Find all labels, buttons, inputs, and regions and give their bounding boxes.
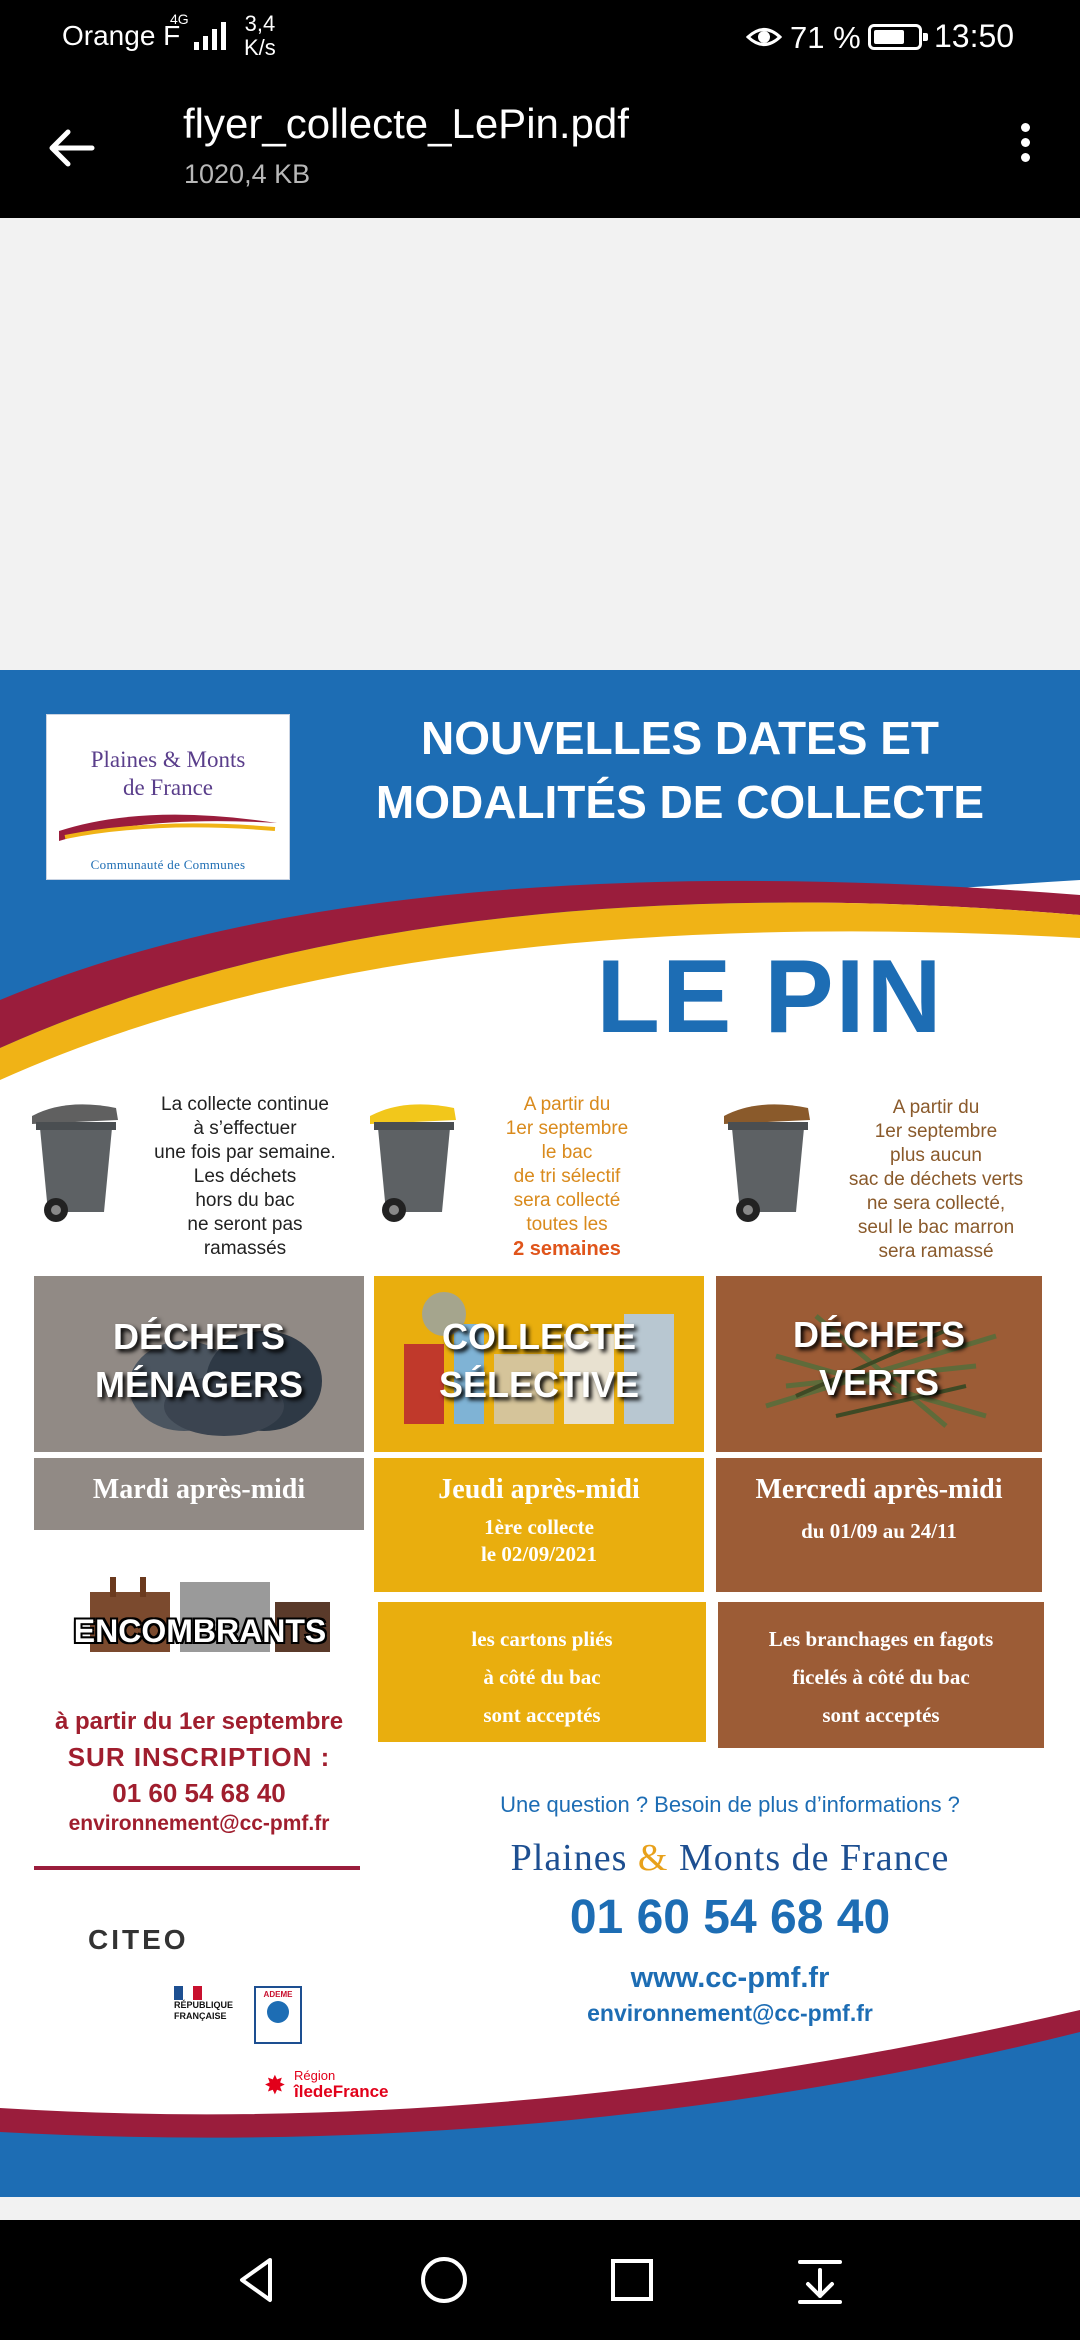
selective-extra-2: à côté du bac [483, 1665, 601, 1689]
selective-detail-2: le 02/09/2021 [480, 1542, 598, 1566]
encombrants-title: ENCOMBRANTS [73, 1613, 327, 1649]
bin1-line4: Les déchets [193, 1166, 297, 1187]
nav-home-icon[interactable] [414, 2250, 474, 2310]
encombrants-line2: SUR INSCRIPTION : [67, 1742, 331, 1772]
day-verts: Mercredi après-midi [755, 1474, 1003, 1505]
ademe-globe [267, 2001, 289, 2023]
encombrants-divider [34, 1866, 360, 1870]
contact-phone: 01 60 54 68 40 [569, 1891, 891, 1944]
selective-extra-3: sont acceptés [483, 1703, 601, 1727]
battery-percent: 71 % [790, 20, 861, 55]
extra-card-verts [718, 1602, 1044, 1748]
republique-line2: FRANÇAISE [174, 2011, 227, 2021]
bin2-line1: A partir du [523, 1094, 611, 1115]
headline-line2: MODALITÉS DE COLLECTE [375, 776, 985, 828]
more-options-icon[interactable] [1005, 118, 1045, 178]
bin3-line1: A partir du [892, 1097, 980, 1118]
app-bar [0, 76, 1080, 218]
brown-bin-icon [718, 1094, 818, 1224]
bin2-line6: toutes les [526, 1214, 608, 1235]
bin-note-3 [816, 1096, 1056, 1264]
logo-line1: Plaines & Monts [90, 747, 246, 772]
republique-line1: RÉPUBLIQUE [174, 2000, 234, 2010]
region-label: Région [294, 2068, 336, 2083]
bin3-line5: ne sera collecté, [866, 1193, 1006, 1214]
logo-swoosh [55, 801, 281, 845]
bin2-line4: de tri sélectif [513, 1166, 621, 1187]
selective-detail-1: 1ère collecte [484, 1515, 594, 1539]
network-speed [244, 12, 276, 60]
eye-comfort-icon [746, 20, 782, 54]
verts-extra-3: sont acceptés [822, 1703, 940, 1727]
star-icon: ✸ [264, 2070, 286, 2100]
card1-title-line2: MÉNAGERS [94, 1364, 304, 1405]
bin2-line2: 1er septembre [505, 1118, 629, 1139]
nav-notifications-icon[interactable] [790, 2250, 850, 2310]
pmf-logo [46, 714, 290, 880]
day-menagers: Mardi après-midi [92, 1474, 306, 1505]
bin1-line7: ramassés [203, 1238, 287, 1259]
clock: 13:50 [934, 18, 1015, 54]
bin3-line3: plus aucun [890, 1145, 982, 1166]
logo-line2: de France [122, 775, 214, 800]
navigation-bar [0, 2220, 1080, 2340]
day-card-menagers [34, 1458, 364, 1530]
network-speed-unit: K/s [244, 35, 276, 60]
bin-note-1 [130, 1093, 360, 1261]
day-card-selective [374, 1458, 704, 1592]
pmf-amp: & [637, 1837, 669, 1879]
card3-title-line2: VERTS [818, 1362, 940, 1403]
card2-title-line2: SÉLECTIVE [438, 1364, 640, 1405]
pdf-viewer[interactable] [0, 218, 1080, 2220]
bin2-line3: le bac [541, 1142, 593, 1163]
encombrants-email: environnement@cc-pmf.fr [68, 1812, 330, 1835]
headline-line1: NOUVELLES DATES ET [421, 712, 939, 764]
logo-line3: Communauté de Communes [90, 857, 246, 872]
ademe-label: ADEME [263, 1990, 293, 1999]
brown-bin-lid [724, 1104, 810, 1124]
back-arrow-icon[interactable] [44, 120, 100, 176]
ademe-logo [254, 1986, 302, 2044]
bin1-line6: ne seront pas [187, 1214, 303, 1235]
file-name: flyer_collecte_LePin.pdf [183, 100, 629, 147]
verts-detail-1: du 01/09 au 24/11 [801, 1519, 957, 1543]
day-selective: Jeudi après-midi [438, 1474, 640, 1505]
bin3-line4: sac de déchets verts [848, 1169, 1024, 1190]
bin2-emphasis: 2 semaines [513, 1238, 621, 1260]
republique-logo [174, 1986, 248, 2022]
network-speed-value: 3,4 [244, 11, 276, 36]
extra-card-selective [378, 1602, 706, 1742]
flyer-page [0, 670, 1080, 2197]
bin3-line2: 1er septembre [874, 1121, 998, 1142]
contact-question: Une question ? Besoin de plus d’informations ? [500, 1792, 960, 1817]
card-collecte-selective [374, 1276, 704, 1452]
verts-extra-1: Les branchages en fagots [768, 1627, 994, 1651]
card-dechets-menagers [34, 1276, 364, 1452]
signal-icon [192, 20, 232, 52]
region-name: îledeFrance [294, 2082, 389, 2101]
card1-title-line1: DÉCHETS [112, 1316, 286, 1357]
card3-title-line1: DÉCHETS [792, 1314, 966, 1355]
yellow-bin-icon [364, 1094, 464, 1224]
citeo-logo: CITEO [88, 1924, 189, 1955]
battery-fill [874, 30, 904, 44]
battery-icon [868, 24, 922, 50]
town-name: LE PIN [596, 939, 944, 1055]
pmf-wordmark [440, 1836, 1020, 1880]
bin1-line1: La collecte continue [161, 1094, 329, 1115]
battery-nub [923, 33, 928, 41]
network-type: 4G [170, 11, 189, 27]
bin-note-2 [462, 1093, 672, 1262]
contact-email: environnement@cc-pmf.fr [587, 2000, 873, 2026]
status-bar [0, 0, 1080, 76]
grey-bin-lid [32, 1104, 118, 1124]
bin1-line2: à s’effectuer [193, 1118, 297, 1139]
flyer-headline [340, 706, 1020, 834]
nav-back-icon[interactable] [228, 2250, 288, 2310]
bin2-line5: sera collecté [513, 1190, 621, 1211]
encombrants-line1: à partir du 1er septembre [54, 1708, 344, 1735]
contact-website: www.cc-pmf.fr [630, 1962, 830, 1994]
pmf-part2: Monts de France [678, 1837, 950, 1879]
carrier-name: Orange F [62, 20, 181, 51]
nav-recents-icon[interactable] [602, 2250, 662, 2310]
encombrants-phone: 01 60 54 68 40 [112, 1778, 286, 1808]
bin3-line7: sera ramassé [878, 1241, 994, 1262]
verts-extra-2: ficelés à côté du bac [792, 1665, 970, 1689]
bin1-line5: hors du bac [195, 1190, 295, 1211]
day-card-verts [716, 1458, 1042, 1592]
pmf-part1: Plaines [510, 1837, 628, 1879]
selective-extra-1: les cartons pliés [471, 1627, 613, 1651]
yellow-bin-lid [370, 1104, 456, 1124]
bin3-line6: seul le bac marron [857, 1217, 1015, 1238]
file-size: 1020,4 KB [184, 159, 311, 189]
card-dechets-verts [716, 1276, 1042, 1452]
bin1-line3: une fois par semaine. [154, 1142, 336, 1163]
grey-bin-icon [26, 1094, 126, 1224]
card2-title-line1: COLLECTE [442, 1316, 636, 1357]
